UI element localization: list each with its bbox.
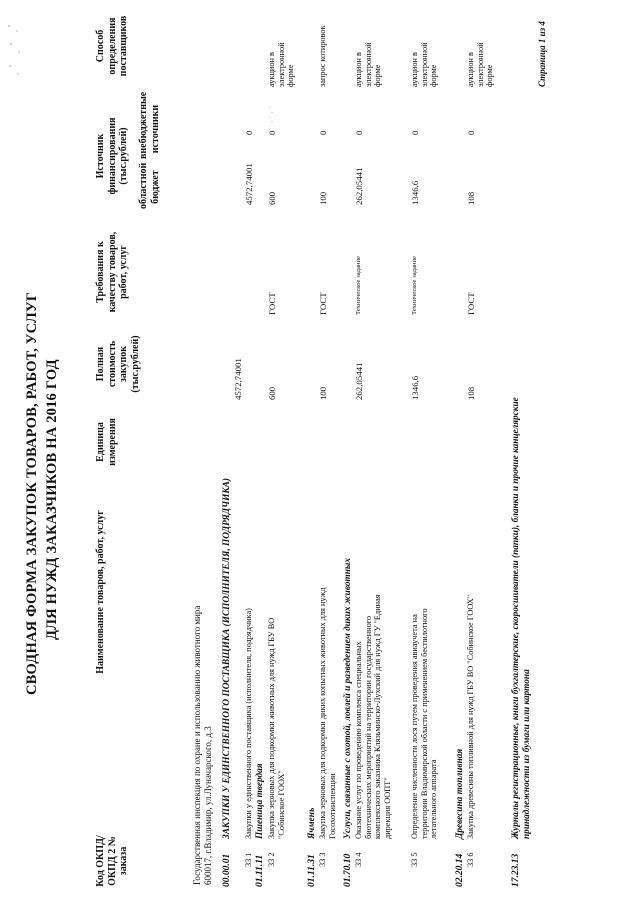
row-name: Закупки у единственного поставщика (исполнителя, подрядчика) — [244, 608, 253, 839]
row-name: Закупка древесины топливной для нужд ГБУ ВО "Собинское ГООХ" — [466, 594, 475, 839]
row-name: Закупка зерновых для подкормки животных для нужд ГБУ ВО "Собинское ГООХ" — [267, 617, 286, 839]
row-total: 262,05441 — [354, 362, 364, 400]
row-method: аукцион в электронной форме — [267, 42, 296, 87]
header-source-extra: внебюджетные источники — [138, 91, 161, 159]
category-code: 01.11.31 — [307, 854, 317, 887]
row-regional: 100 — [318, 191, 328, 205]
row-name: Определение численности лося путем проведения авиаучета на территории Владимирской области с применением беспилотного летательного аппарата — [410, 608, 439, 839]
row-number: 33 2 — [267, 852, 276, 867]
category-code: 01.11.11 — [255, 854, 265, 887]
header-source: Источник финансирования (тыс.рублей) — [95, 117, 129, 195]
row-regional: 4572,74001 — [244, 163, 254, 205]
row-total: 1346,6 — [410, 375, 420, 400]
row-requirements: ГОСТ — [318, 292, 328, 315]
category-title: Услуги, связанные с охотой, ловлей и разведением диких животных — [343, 558, 353, 839]
header-method: Способ определения поставщиков — [95, 15, 129, 77]
category-title: Ячмень — [307, 807, 317, 839]
row-number: 33 3 — [318, 852, 327, 867]
row-extra: 0 — [267, 130, 277, 135]
header-source-regional: областной бюджет — [138, 162, 161, 209]
scan-speck: · ˙ · ˙ — [268, 106, 277, 123]
customer-address: 600017, г.Владимир, ул.Луначарского, д.3 — [203, 726, 213, 885]
category-title: Древесина топливная — [455, 748, 465, 839]
row-extra: 0 — [354, 130, 364, 135]
row-extra: 0 — [410, 130, 420, 135]
category-code: 17.23.13 — [511, 853, 521, 887]
page-number: Страница 1 из 4 — [537, 21, 547, 87]
header-requirements: Требования к качеству товаров, работ, услуг — [95, 231, 129, 313]
row-extra: 0 — [466, 130, 476, 135]
category-title: Журналы регистрационные, книги бухгалтерские, скоросшиватели (папки), бланки и прочие канцелярские принадлежности из бумаги или картона — [511, 397, 532, 839]
row-total: 108 — [466, 386, 476, 400]
category-code: 02.20.14 — [455, 853, 465, 887]
row-requirements: Техническое задание — [355, 256, 362, 315]
row-method: аукцион в электронной форме — [466, 42, 495, 87]
header-code: Код ОКПД/ ОКПД 2 № заказа — [95, 835, 129, 887]
header-unit: Единица измерения — [95, 418, 118, 466]
customer-name: Государственная инспекция по охране и использованию животного мира — [192, 605, 202, 885]
row-requirements: Техническое задание — [411, 256, 418, 315]
row-regional: 600 — [267, 191, 277, 205]
row-method: запрос котировок — [318, 25, 327, 87]
category-total: 4572,74001 — [233, 358, 243, 400]
row-name: Оказание услуг по проведению комплекса специальных биотехнических мероприятий на территории государственного комплексного заказника Клязьминско-Лухский для нужд ГУ "Единая дирекция ООПТ" — [354, 594, 392, 839]
row-requirements: ГОСТ — [466, 292, 476, 315]
row-regional: 108 — [466, 191, 476, 205]
row-number: 33 6 — [466, 852, 475, 867]
row-method: аукцион в электронной форме — [354, 42, 383, 87]
category-code: 00.00.01 — [222, 853, 232, 887]
row-requirements: ГОСТ — [267, 292, 277, 315]
row-extra: 0 — [244, 130, 254, 135]
row-total: 600 — [267, 386, 277, 400]
row-total: 100 — [318, 386, 328, 400]
category-title: Пшеница твердая — [255, 763, 265, 839]
row-name: Закупка зерновых для подкормки диких копытных животных для нужд Госохотинспекции — [318, 587, 337, 839]
row-method: аукцион в электронной форме — [410, 42, 439, 87]
row-extra: 0 — [318, 130, 328, 135]
category-title: ЗАКУПКИ У ЕДИНСТВЕННОГО ПОСТАВЩИКА (ИСПОЛНИТЕЛЯ, ПОДРЯДЧИКА) — [222, 478, 232, 839]
header-name: Наименование товаров, работ, услуг — [95, 510, 106, 674]
row-number: 33 4 — [354, 852, 363, 867]
document-title-line1: СВОДНАЯ ФОРМА ЗАКУПОК ТОВАРОВ, РАБОТ, УСЛУГ — [24, 291, 40, 695]
row-number: 33 5 — [410, 852, 419, 867]
row-regional: 1346,6 — [410, 180, 420, 205]
header-total: Полная стоимость закупок (тыс.рублей) — [95, 335, 141, 393]
row-number: 33 1 — [244, 852, 253, 867]
row-regional: 262,05441 — [354, 167, 364, 205]
category-code: 01.70.10 — [343, 853, 353, 887]
document-title-line2: ДЛЯ НУЖД ЗАКАЗЧИКОВ НА 2016 ГОД — [44, 359, 60, 640]
